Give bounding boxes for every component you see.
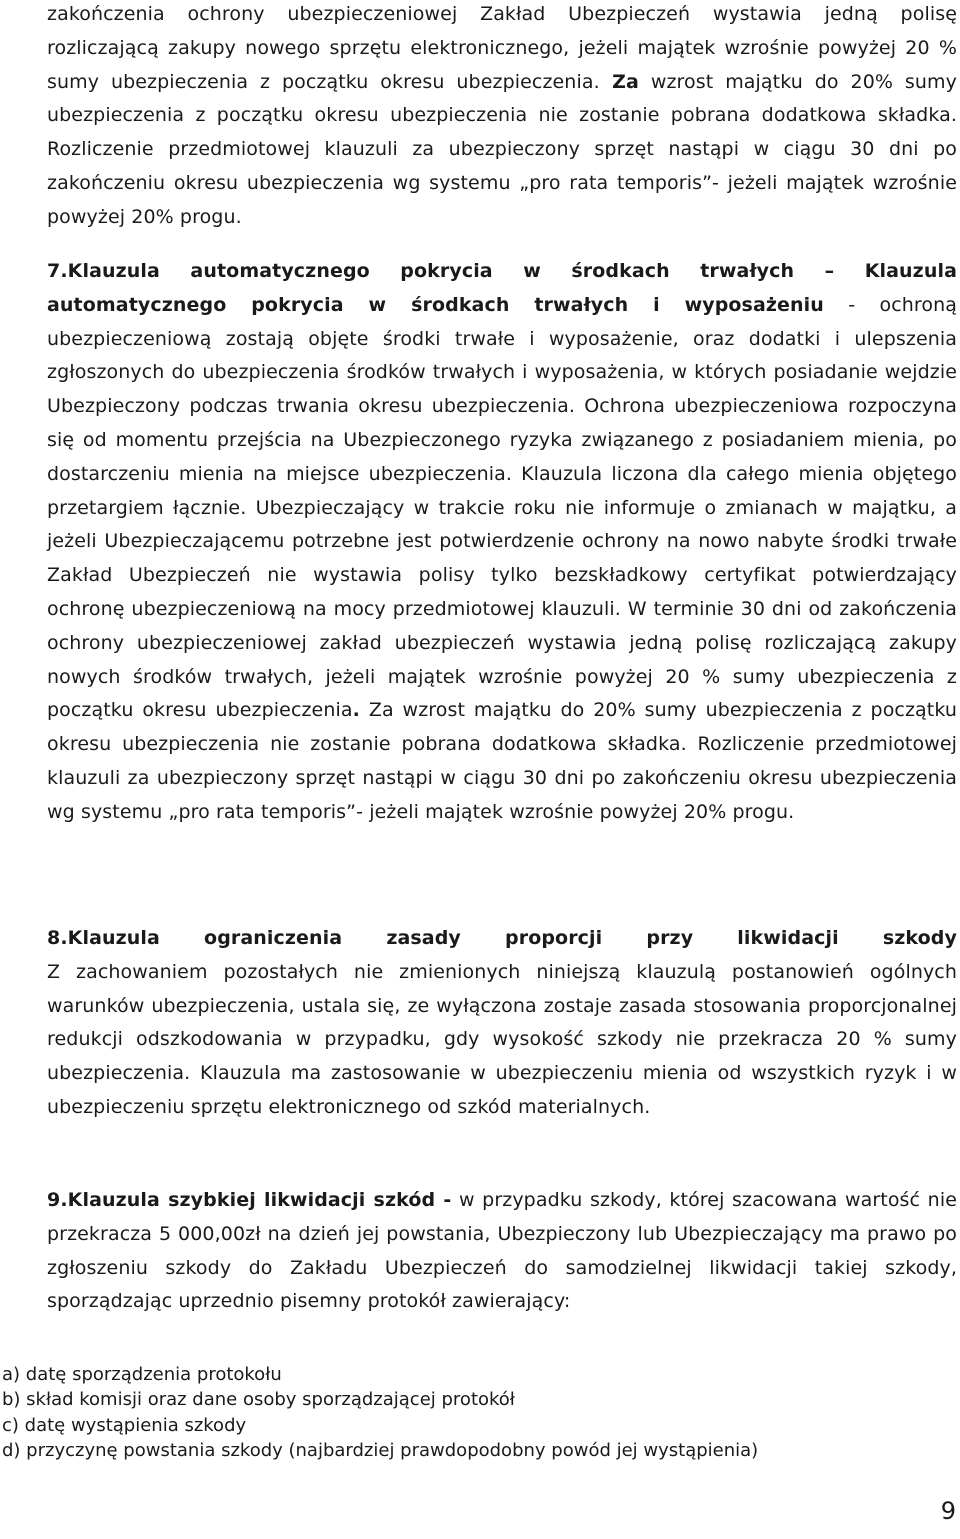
section-8-text: Z zachowaniem pozostałych nie zmienionych niniejszą klauzulą postanowień ogólnych warunków ubezpieczenia, ustala się, ze wyłączona zostaje zasada stosowania proporcjonalnej redukcji odszkodowania w przypadku, gdy wysokość szkody nie przekracza 20 % sumy ubezpieczenia. Klauzula ma zastosowanie w ubezpieczeniu mienia od wszystkich ryzyk i w ubezpieczeniu sprzętu elektronicznego od szkód materialnych. xyxy=(47,960,957,1118)
section-7-heading: 7.Klauzula automatycznego pokrycia w środkach trwałych – Klauzula automatycznego pokrycia w środkach trwałych i wyposażeniu xyxy=(47,260,957,316)
section-7-text-tail: Za wzrost majątku do 20% sumy ubezpieczenia z początku okresu ubezpieczenia nie zostanie pobrana dodatkowa składka. Rozliczenie przedmiotowej klauzuli za ubezpieczony sprzęt nastąpi w ciągu 30 dni po zakończeniu okresu ubezpieczenia wg systemu „pro rata temporis”- jeżeli majątek wzrośnie powyżej 20% progu. xyxy=(47,699,958,823)
section-8-heading: 8.Klauzula ograniczenia zasady proporcji przy likwidacji szkody xyxy=(47,927,957,949)
section-9-text: w przypadku szkody, której szacowana wartość nie przekracza 5 000,00zł na dzień jej powstania, Ubezpieczony lub Ubezpieczający ma prawo po zgłoszeniu szkody do Zakładu Ubezpieczeń do samodzielnej likwidacji takiej szkody, sporządzając uprzednio pisemny protokół zawierający: xyxy=(47,1189,957,1313)
section-8 xyxy=(47,922,957,1125)
section-7-text: - ochroną ubezpieczeniową zostają objęte środki trwałe i wyposażenie, oraz dodatki i ulepszenia zgłoszonych do ubezpieczenia środków trwałych i wyposażenia, w których posiadanie wejdzie Ubezpieczony podczas trwania okresu ubezpieczenia. Ochrona ubezpieczeniowa rozpoczyna się od momentu przejścia na Ubezpieczonego ryzyka związanego z posiadaniem mienia, po dostarczeniu mienia na miejsce ubezpieczenia. Klauzula liczona dla całego mienia objętego przetargiem łącznie. Ubezpieczający w trakcie roku nie informuje o zmianach w majątku, a jeżeli Ubezpieczającemu potrzebne jest potwierdzenie ochrony na nowo nabyte środki trwałe Zakład Ubezpieczeń nie wystawia polisy tylko bezskładkowy certyfikat potwierdzający ochronę ubezpieczeniową na mocy przedmiotowej klauzuli. W terminie 30 dni od zakończenia ochrony ubezpieczeniowej zakład ubezpieczeń wystawia jedną polisę rozliczającą zakupy nowych środków trwałych, jeżeli majątek wzrośnie powyżej 20 % sumy ubezpieczenia z początku okresu ubezpieczenia xyxy=(47,293,957,722)
list-item: d) przyczynę powstania szkody (najbardziej prawdopodobny powód jej wystąpienia) xyxy=(2,1439,759,1461)
section-7 xyxy=(47,255,957,830)
section-7-bold-dot: . xyxy=(352,699,360,722)
section-9-heading: 9.Klauzula szybkiej likwidacji szkód - xyxy=(47,1189,452,1211)
list-item: b) skład komisji oraz dane osoby sporządzającej protokół xyxy=(2,1389,515,1411)
paragraph-continuation xyxy=(47,0,957,235)
list-item: c) datę wystąpienia szkody xyxy=(2,1414,247,1436)
paragraph-text-tail: wzrost majątku do 20% sumy ubezpieczenia z początku okresu ubezpieczenia nie zostanie pobrana dodatkowa składka. Rozliczenie przedmiotowej klauzuli za ubezpieczony sprzęt nastąpi w ciągu 30 dni po zakończeniu okresu ubezpieczenia wg systemu „pro rata temporis”- jeżeli majątek wzrośnie powyżej 20% progu. xyxy=(47,70,958,228)
list-item: a) datę sporządzenia protokołu xyxy=(2,1364,282,1385)
protocol-contents-list xyxy=(2,1362,942,1463)
page-number: 9 xyxy=(940,1497,956,1525)
paragraph-text: zakończenia ochrony ubezpieczeniowej Zakład Ubezpieczeń wystawia jedną polisę rozliczającą zakupy nowego sprzętu elektronicznego, jeżeli majątek wzrośnie powyżej 20 % sumy ubezpieczenia z początku okresu ubezpieczenia. xyxy=(47,3,957,93)
paragraph-bold-text: Za xyxy=(599,70,639,93)
section-9 xyxy=(47,1184,957,1319)
